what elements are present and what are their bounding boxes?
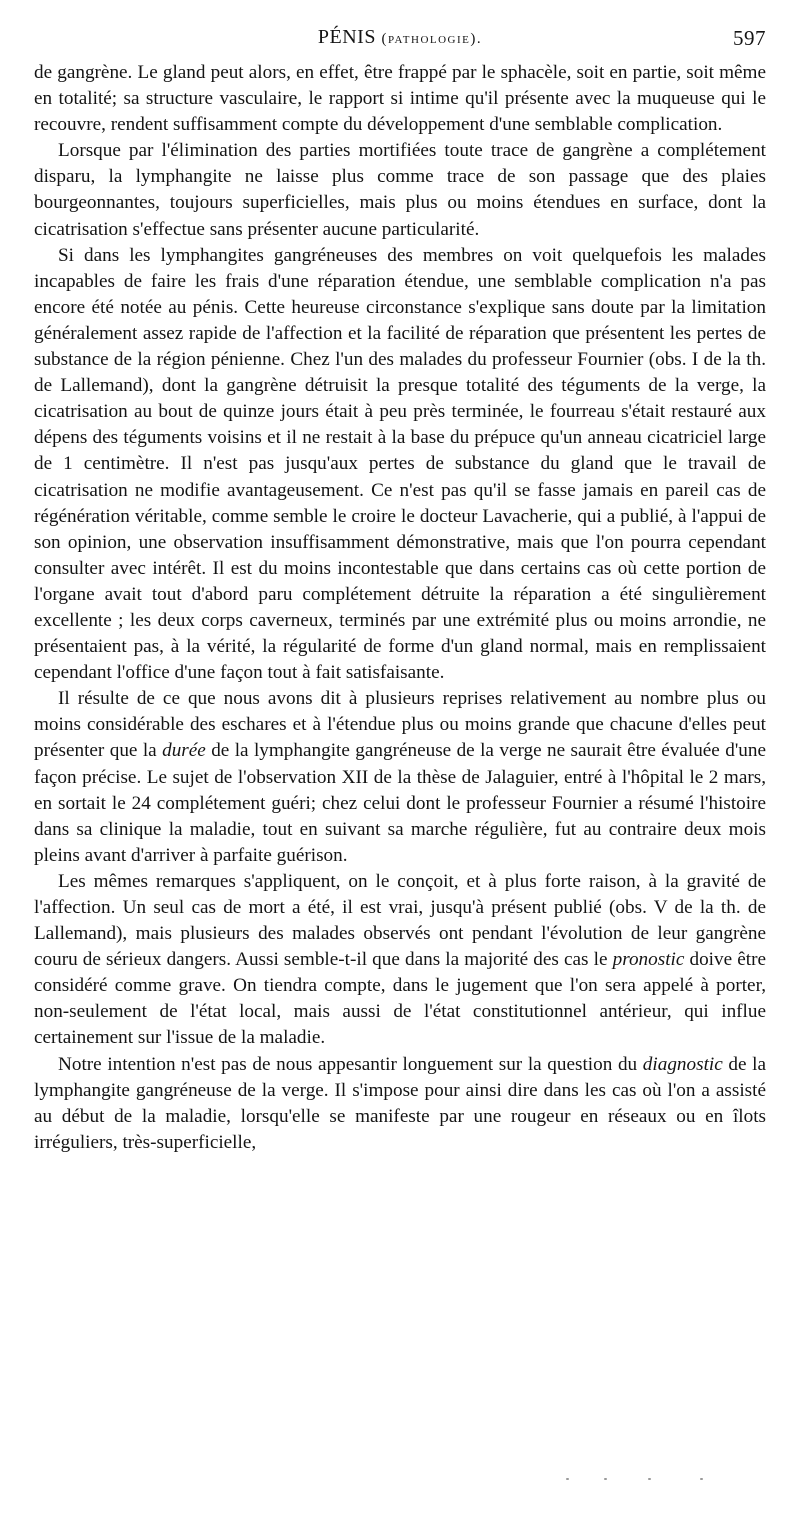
- scan-specks: [560, 1478, 720, 1484]
- scan-speck: [700, 1478, 703, 1480]
- running-title-main: PÉNIS: [317, 26, 376, 48]
- page-number: 597: [733, 26, 766, 50]
- paragraph-text: Notre intention n'est pas de nous appesantir longuement sur la question du: [58, 1053, 643, 1075]
- scan-speck: [648, 1478, 651, 1480]
- paragraph-gland-gangrene: [34, 60, 766, 138]
- running-title: [34, 26, 766, 49]
- paragraph-reparation: [34, 243, 766, 687]
- italic-term-diagnostic: diagnostic: [642, 1053, 723, 1075]
- scan-speck: [604, 1478, 607, 1480]
- book-page: [34, 22, 766, 1156]
- paragraph-text: de la lymphangite gangréneuse de la verge. Il s'impose pour ainsi dire dans les cas où l'on a assisté au début de la maladie, lorsqu'elle se manifeste par une rougeur en réseaux ou en îlots irréguliers, très-superficielle,: [34, 1053, 766, 1153]
- paragraph-text: Les mêmes remarques s'appliquent, on le conçoit, et à plus forte raison, à la gravité de l'affection. Un seul cas de mort a été, il est vrai, jusqu'à présent publié (obs. V de la th. de Lallemand), mais plusieurs des malades observés ont pendant l'évolution de leur gangrène couru de sérieux dangers. Aussi semble-t-il que dans la majorité des cas le: [34, 870, 766, 971]
- italic-term-duree: durée: [162, 740, 206, 762]
- paragraph-text: Lorsque par l'élimination des parties mortifiées toute trace de gangrène a complétement disparu, la lymphangite ne laisse plus comme trace de son passage que des plaies bourgeonnantes, toujours superficielles, mais plus ou moins étendues en surface, dont la cicatrisation s'effectue sans présenter aucune particularité.: [34, 140, 766, 240]
- paragraph-text: doive être considéré comme grave. On tiendra compte, dans le jugement que l'on sera appelé à porter, non-seulement de l'état local, mais aussi de l'état constitutionnel antérieur, qui influe certainement sur l'issue de la maladie.: [34, 949, 766, 1049]
- paragraph-pronostic: [34, 869, 766, 1052]
- paragraph-duree: [34, 686, 766, 869]
- scan-speck: [566, 1478, 569, 1480]
- body-text: [34, 60, 766, 1156]
- paragraph-text: Il résulte de ce que nous avons dit à plusieurs reprises relativement au nombre plus ou moins considérable des eschares et à l'étendue plus ou moins grande que chacune d'elles peut présenter que la: [34, 688, 766, 762]
- running-head: [34, 22, 766, 56]
- paragraph-text: Si dans les lymphangites gangréneuses des membres on voit quelquefois les malades incapables de faire les frais d'une réparation étendue, une semblable complication n'a pas encore été notée au pénis. Cette heureuse circonstance s'explique sans doute par la limitation généralement assez rapide de l'affection et la facilité de réparation que présentent les pertes de substance de la région pénienne. Chez l'un des malades du professeur Fournier (obs. I de la th. de Lallemand), dont la gangrène détruisit la presque totalité des téguments de la verge, la cicatrisation au bout de quinze jours était à peu près terminée, le fourreau s'était restauré aux dépens des téguments voisins et il ne restait à la base du prépuce qu'un anneau cicatriciel large de 1 centimètre. Il n'est pas jusqu'aux pertes de substance du gland que le travail de cicatrisation ne modifie avantageusement. Ce n'est pas qu'il se fasse jamais en pareil cas de régénération véritable, comme semble le croire le docteur Lavacherie, qui a publié, à l'appui de son opinion, une observation insuffisamment démonstrative, mais que l'on pourra cependant consulter avec intérêt. Il est du moins incontestable que dans certains cas où cette portion de l'organe avait tout d'abord paru complétement détruite la réparation a été singulièrement excellente ; les deux corps caverneux, terminés par une extrémité plus ou moins arrondie, ne présentaient pas, à la vérité, la régularité de forme d'un gland normal, mais en remplissaient cependant l'office d'une façon tout à fait satisfaisante.: [34, 244, 766, 684]
- paragraph-text: de la lymphangite gangréneuse de la verge ne saurait être évaluée d'une façon précise. Le sujet de l'observation XII de la thèse de Jalaguier, entré à l'hôpital le 2 mars, en sortait le 24 complétement guéri; chez celui dont le professeur Fournier a résumé l'histoire dans sa clinique la maladie, tout en suivant sa marche régulière, fut au contraire deux mois pleins avant d'arriver à parfaite guérison.: [34, 740, 766, 866]
- paragraph-text: de gangrène. Le gland peut alors, en effet, être frappé par le sphacèle, soit en partie, soit même en totalité; sa structure vasculaire, le rapport si intime qu'il présente avec la muqueuse qui le recouvre, rendent suffisamment compte du développement d'une semblable complication.: [34, 62, 766, 136]
- italic-term-pronostic: pronostic: [612, 949, 685, 971]
- paragraph-diagnostic: [34, 1052, 766, 1156]
- running-title-subtitle: (pathologie).: [381, 31, 483, 47]
- paragraph-cicatrisation: [34, 138, 766, 242]
